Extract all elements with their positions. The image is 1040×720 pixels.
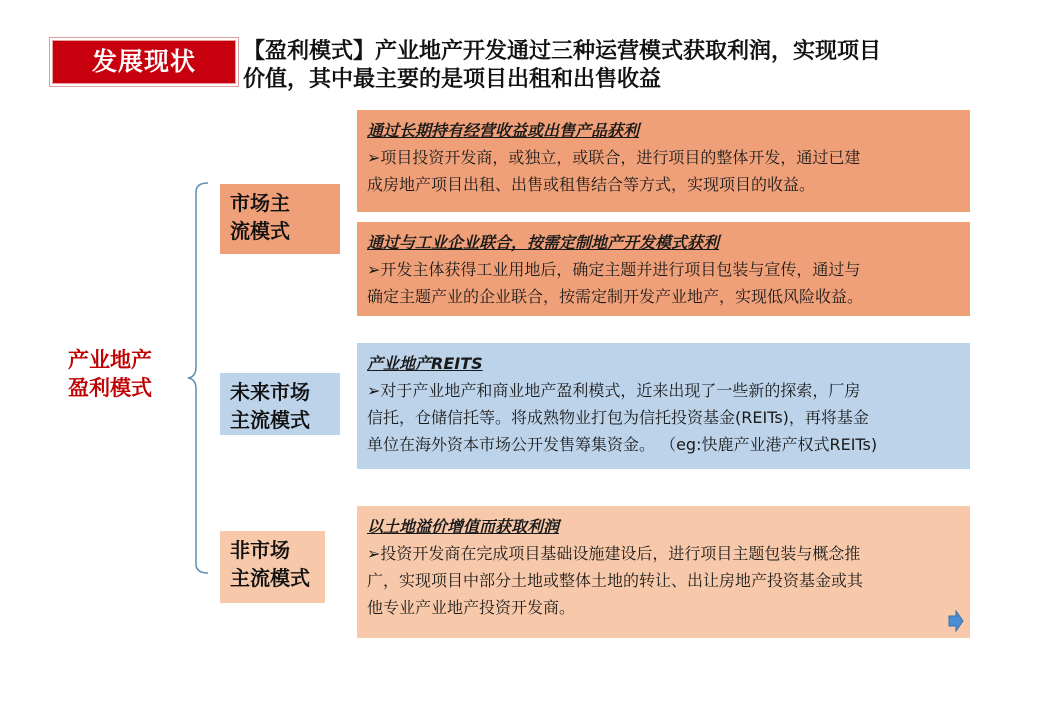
detail-box-line: ➢投资开发商在完成项目基础设施建设后，进行项目主题包装与概念推 [367, 544, 861, 563]
detail-box-line: ➢开发主体获得工业用地后，确定主题并进行项目包装与宣传，通过与 [367, 260, 861, 279]
root-label-line-1: 产业地产 [68, 348, 152, 372]
detail-box-line: 广，实现项目中部分土地或整体土地的转让、出让房地产投资基金或其 [367, 571, 864, 590]
detail-box-reits [357, 343, 970, 469]
category-label-line-1: 非市场 [230, 538, 290, 562]
detail-box-title: 产业地产REITS [367, 354, 483, 373]
detail-box-line: 信托，仓储信托等。将成熟物业打包为信托投资基金(REITs)，再将基金 [367, 408, 869, 427]
detail-box-line: 单位在海外资本市场公开发售筹集资金。 （eg:快鹿产业港产权式REITs) [367, 435, 878, 454]
category-label-line-2: 主流模式 [230, 408, 310, 432]
detail-box-line: 成房地产项目出租、出售或租售结合等方式，实现项目的收益。 [367, 175, 816, 194]
section-tag: 发展现状 [52, 40, 236, 84]
curly-brace-connector [186, 182, 210, 574]
detail-box-title: 通过长期持有经营收益或出售产品获利 [367, 121, 640, 140]
category-label-line-1: 未来市场 [230, 380, 310, 404]
headline-line-1: 【盈利模式】产业地产开发通过三种运营模式获取利润，实现项目 [243, 39, 882, 64]
right-arrow-icon[interactable] [948, 610, 964, 632]
detail-box-line: ➢对于产业地产和商业地产盈利模式，近来出现了一些新的探索，厂房 [367, 381, 861, 400]
root-label-line-2: 盈利模式 [68, 376, 152, 400]
headline-line-2: 价值，其中最主要的是项目出租和出售收益 [243, 67, 662, 92]
detail-box-line: 他专业产业地产投资开发商。 [367, 598, 576, 617]
category-label-line-1: 市场主 [230, 191, 290, 215]
category-non-mainstream [220, 531, 325, 603]
root-label [68, 346, 178, 402]
category-label-line-2: 流模式 [230, 219, 290, 243]
category-label-line-2: 主流模式 [230, 566, 310, 590]
category-market-mainstream [220, 184, 340, 254]
page-headline [243, 38, 973, 94]
detail-box-line: 确定主题产业的企业联合，按需定制开发产业地产，实现低风险收益。 [367, 287, 864, 306]
category-future-mainstream [220, 373, 340, 435]
detail-box-land-premium [357, 506, 970, 638]
detail-box-title: 通过与工业企业联合，按需定制地产开发模式获利 [367, 233, 720, 252]
detail-box-title: 以土地溢价增值而获取利润 [367, 517, 560, 536]
detail-box-line: ➢项目投资开发商，或独立，或联合，进行项目的整体开发，通过已建 [367, 148, 861, 167]
detail-box-long-term-holding [357, 110, 970, 212]
detail-box-industrial-partnership [357, 222, 970, 316]
